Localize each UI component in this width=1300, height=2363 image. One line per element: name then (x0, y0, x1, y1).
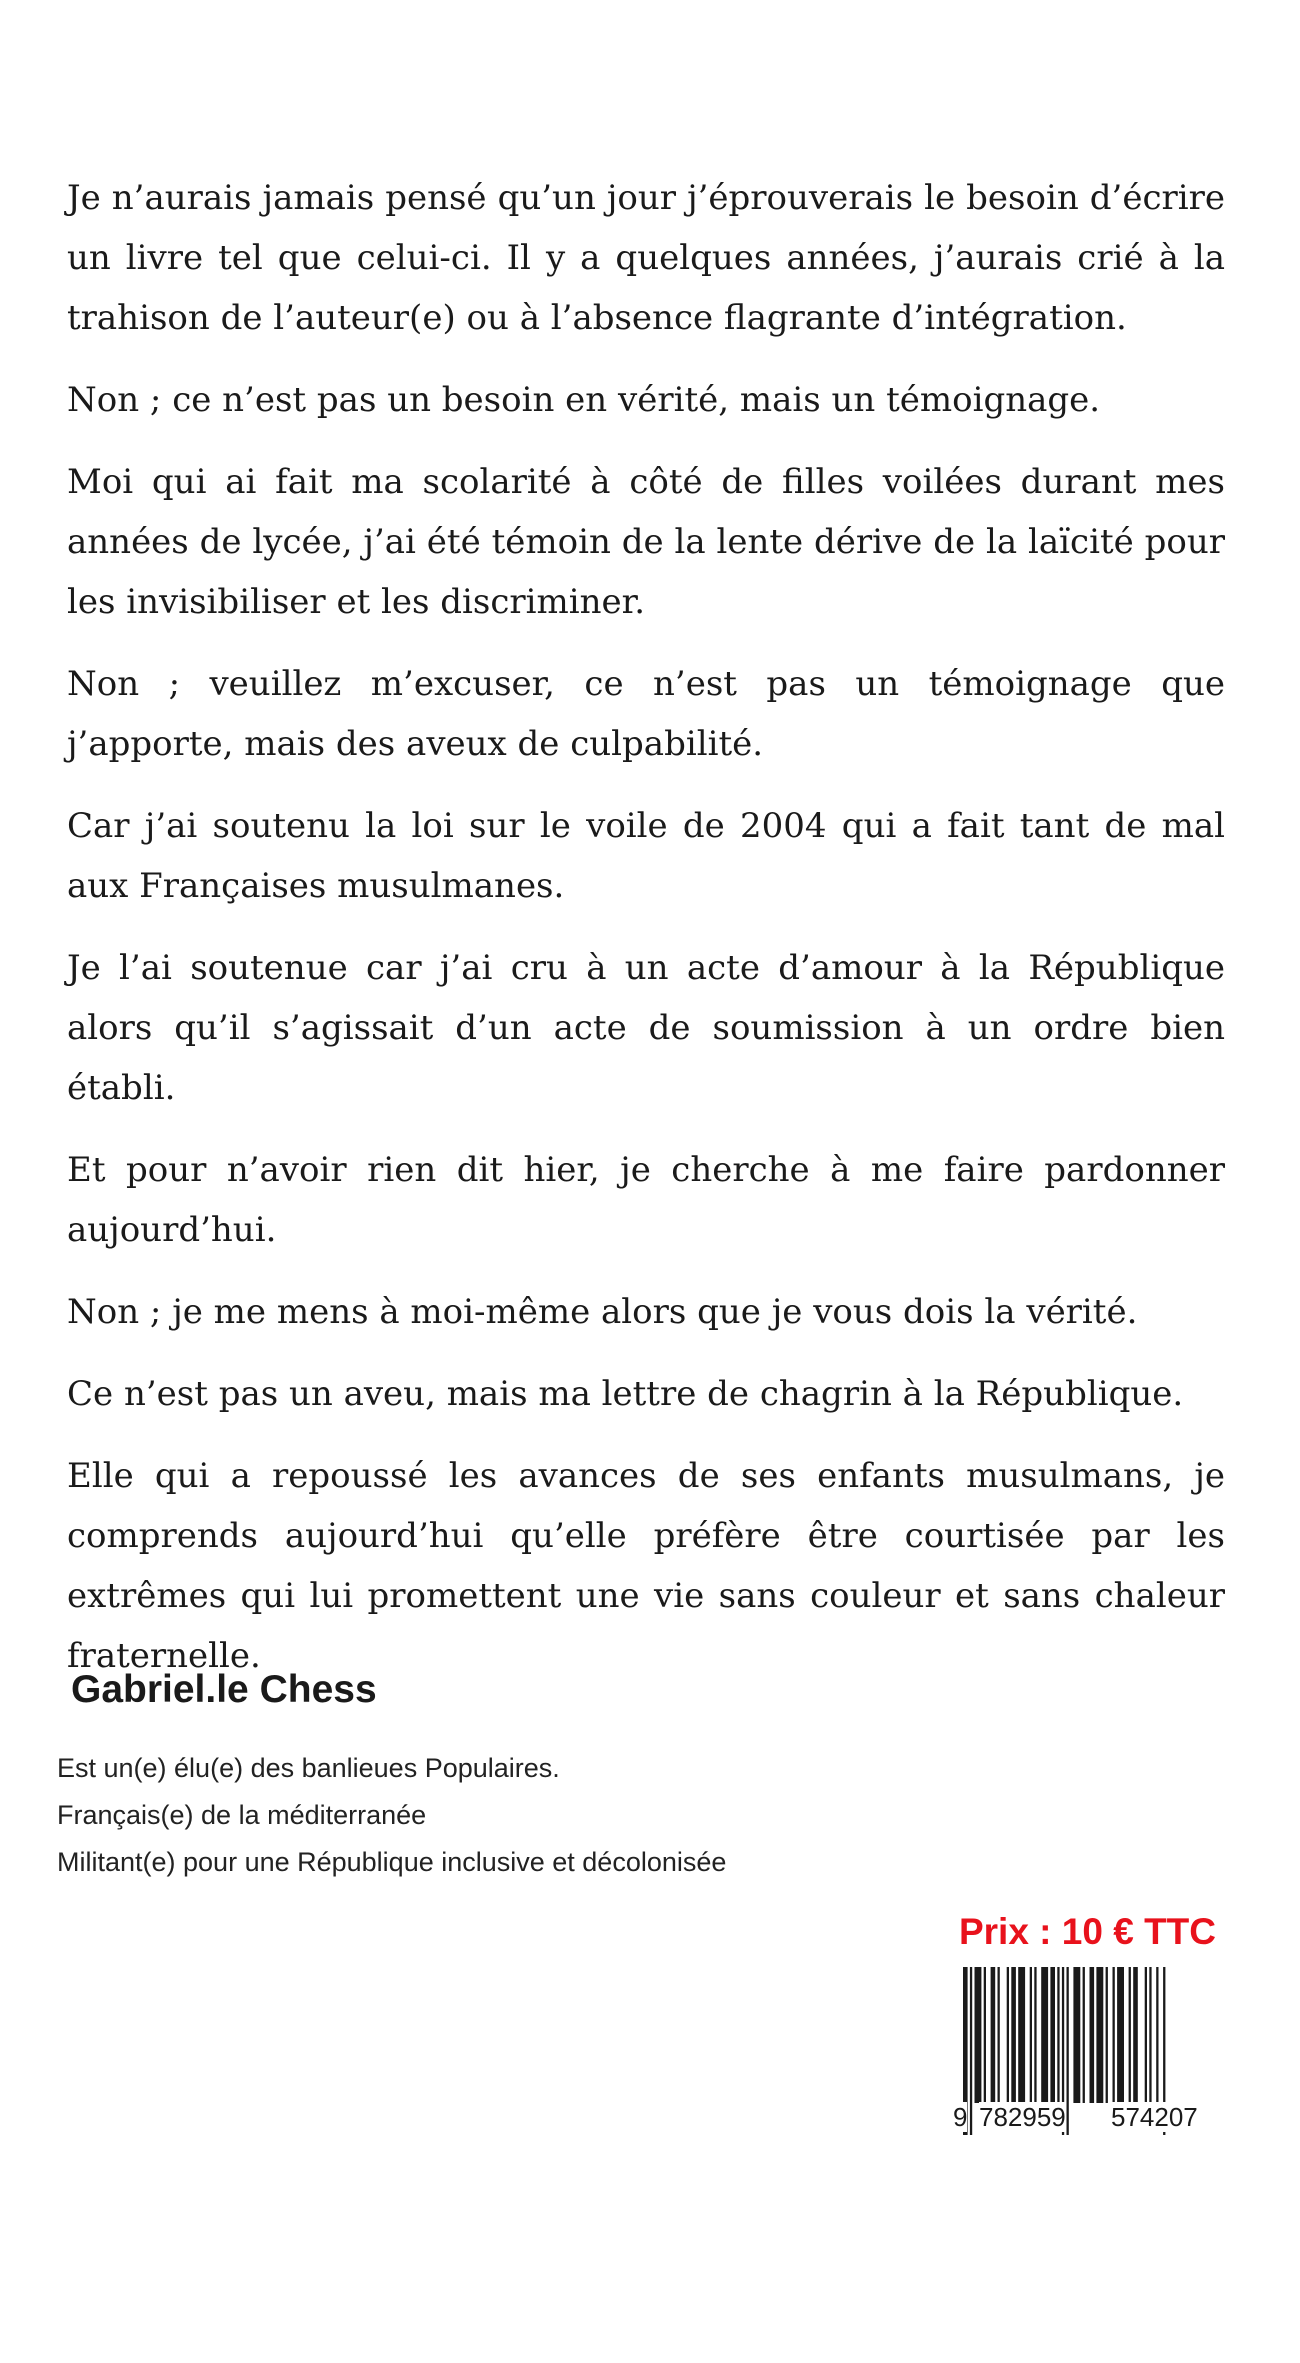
author-bio-line-1: Est un(e) élu(e) des banlieues Populaires. (57, 1753, 560, 1783)
author-bio-line-2: Français(e) de la méditerranée (57, 1800, 427, 1830)
barcode-bar (1041, 1967, 1048, 2103)
author-bio-line-3: Militant(e) pour une République inclusive et décolonisée (57, 1847, 727, 1877)
paragraph-6: Je l’ai soutenue car j’ai cru à un acte d’amour à la République alors qu’il s’agissait d’un acte de soumission à un ordre bien établi. (67, 948, 1225, 1108)
barcode-bar (1096, 1967, 1103, 2103)
paragraph-10: Elle qui a repoussé les avances de ses enfants musulmans, je comprends aujourd’hui qu’elle préfère être courtisée par les extrêmes qui lui promettent une vie sans couleur et sans chaleur fraternelle. (67, 1456, 1225, 1676)
barcode-bar (991, 1967, 996, 2103)
barcode-digit-lead: 9 (953, 2102, 968, 2132)
barcode-bar (1034, 1967, 1036, 2103)
paragraph-9: Ce n’est pas un aveu, mais ma lettre de chagrin à la République. (67, 1374, 1184, 1414)
barcode-bar (1050, 1967, 1055, 2103)
back-cover-text (67, 168, 1225, 1708)
barcode-bar (1145, 1967, 1147, 2103)
paragraph-7: Et pour n’avoir rien dit hier, je cherche à me faire pardonner aujourd’hui. (67, 1150, 1225, 1250)
barcode-bar (984, 1967, 986, 2103)
barcode-bar (1106, 1967, 1108, 2103)
barcode-bar (1083, 1967, 1085, 2103)
barcode-digits-right: 574207 (1111, 2102, 1198, 2132)
barcode-bar (1018, 1967, 1025, 2103)
paragraph-2: Non ; ce n’est pas un besoin en vérité, mais un témoignage. (67, 380, 1101, 420)
paragraph-1: Je n’aurais jamais pensé qu’un jour j’éprouverais le besoin d’écrire un livre tel que celui-ci. Il y a quelques années, j’aurais crié à la trahison de l’auteur(e) ou à l’absence flagrante d’intégration. (67, 178, 1225, 338)
barcode-bar (1011, 1967, 1016, 2103)
barcode-bar (1057, 1967, 1059, 2103)
barcode-bar (1156, 1967, 1158, 2103)
paragraph-3: Moi qui ai fait ma scolarité à côté de filles voilées durant mes années de lycée, j’ai été témoin de la lente dérive de la laïcité pour les invisibiliser et les discriminer. (67, 462, 1225, 622)
barcode-digits (953, 2100, 1233, 2136)
barcode-digits-left: 782959 (979, 2102, 1066, 2132)
barcode-bar (1007, 1967, 1009, 2103)
barcode-bar (1129, 1967, 1131, 2103)
author-name: Gabriel.le Chess (71, 1668, 377, 1711)
barcode-bar (998, 1967, 1000, 2103)
barcode-bar (1073, 1967, 1080, 2103)
author-bio (57, 1745, 726, 1886)
paragraph-8: Non ; je me mens à moi-même alors que je vous dois la vérité. (67, 1292, 1138, 1332)
barcode-bar (1149, 1967, 1151, 2103)
barcode-bar (1030, 1967, 1032, 2103)
paragraph-5: Car j’ai soutenu la loi sur le voile de 2004 qui a fait tant de mal aux Françaises musulmanes. (67, 806, 1225, 906)
paragraph-4: Non ; veuillez m’excuser, ce n’est pas un témoignage que j’apporte, mais des aveux de culpabilité. (67, 664, 1225, 764)
price-label: Prix : 10 € TTC (958, 1911, 1216, 1952)
barcode-bar (1117, 1967, 1124, 2103)
barcode-bar (975, 1967, 982, 2103)
barcode-bar (1133, 1967, 1138, 2103)
barcode-bar (1090, 1967, 1095, 2103)
barcode-bar (1113, 1967, 1115, 2103)
